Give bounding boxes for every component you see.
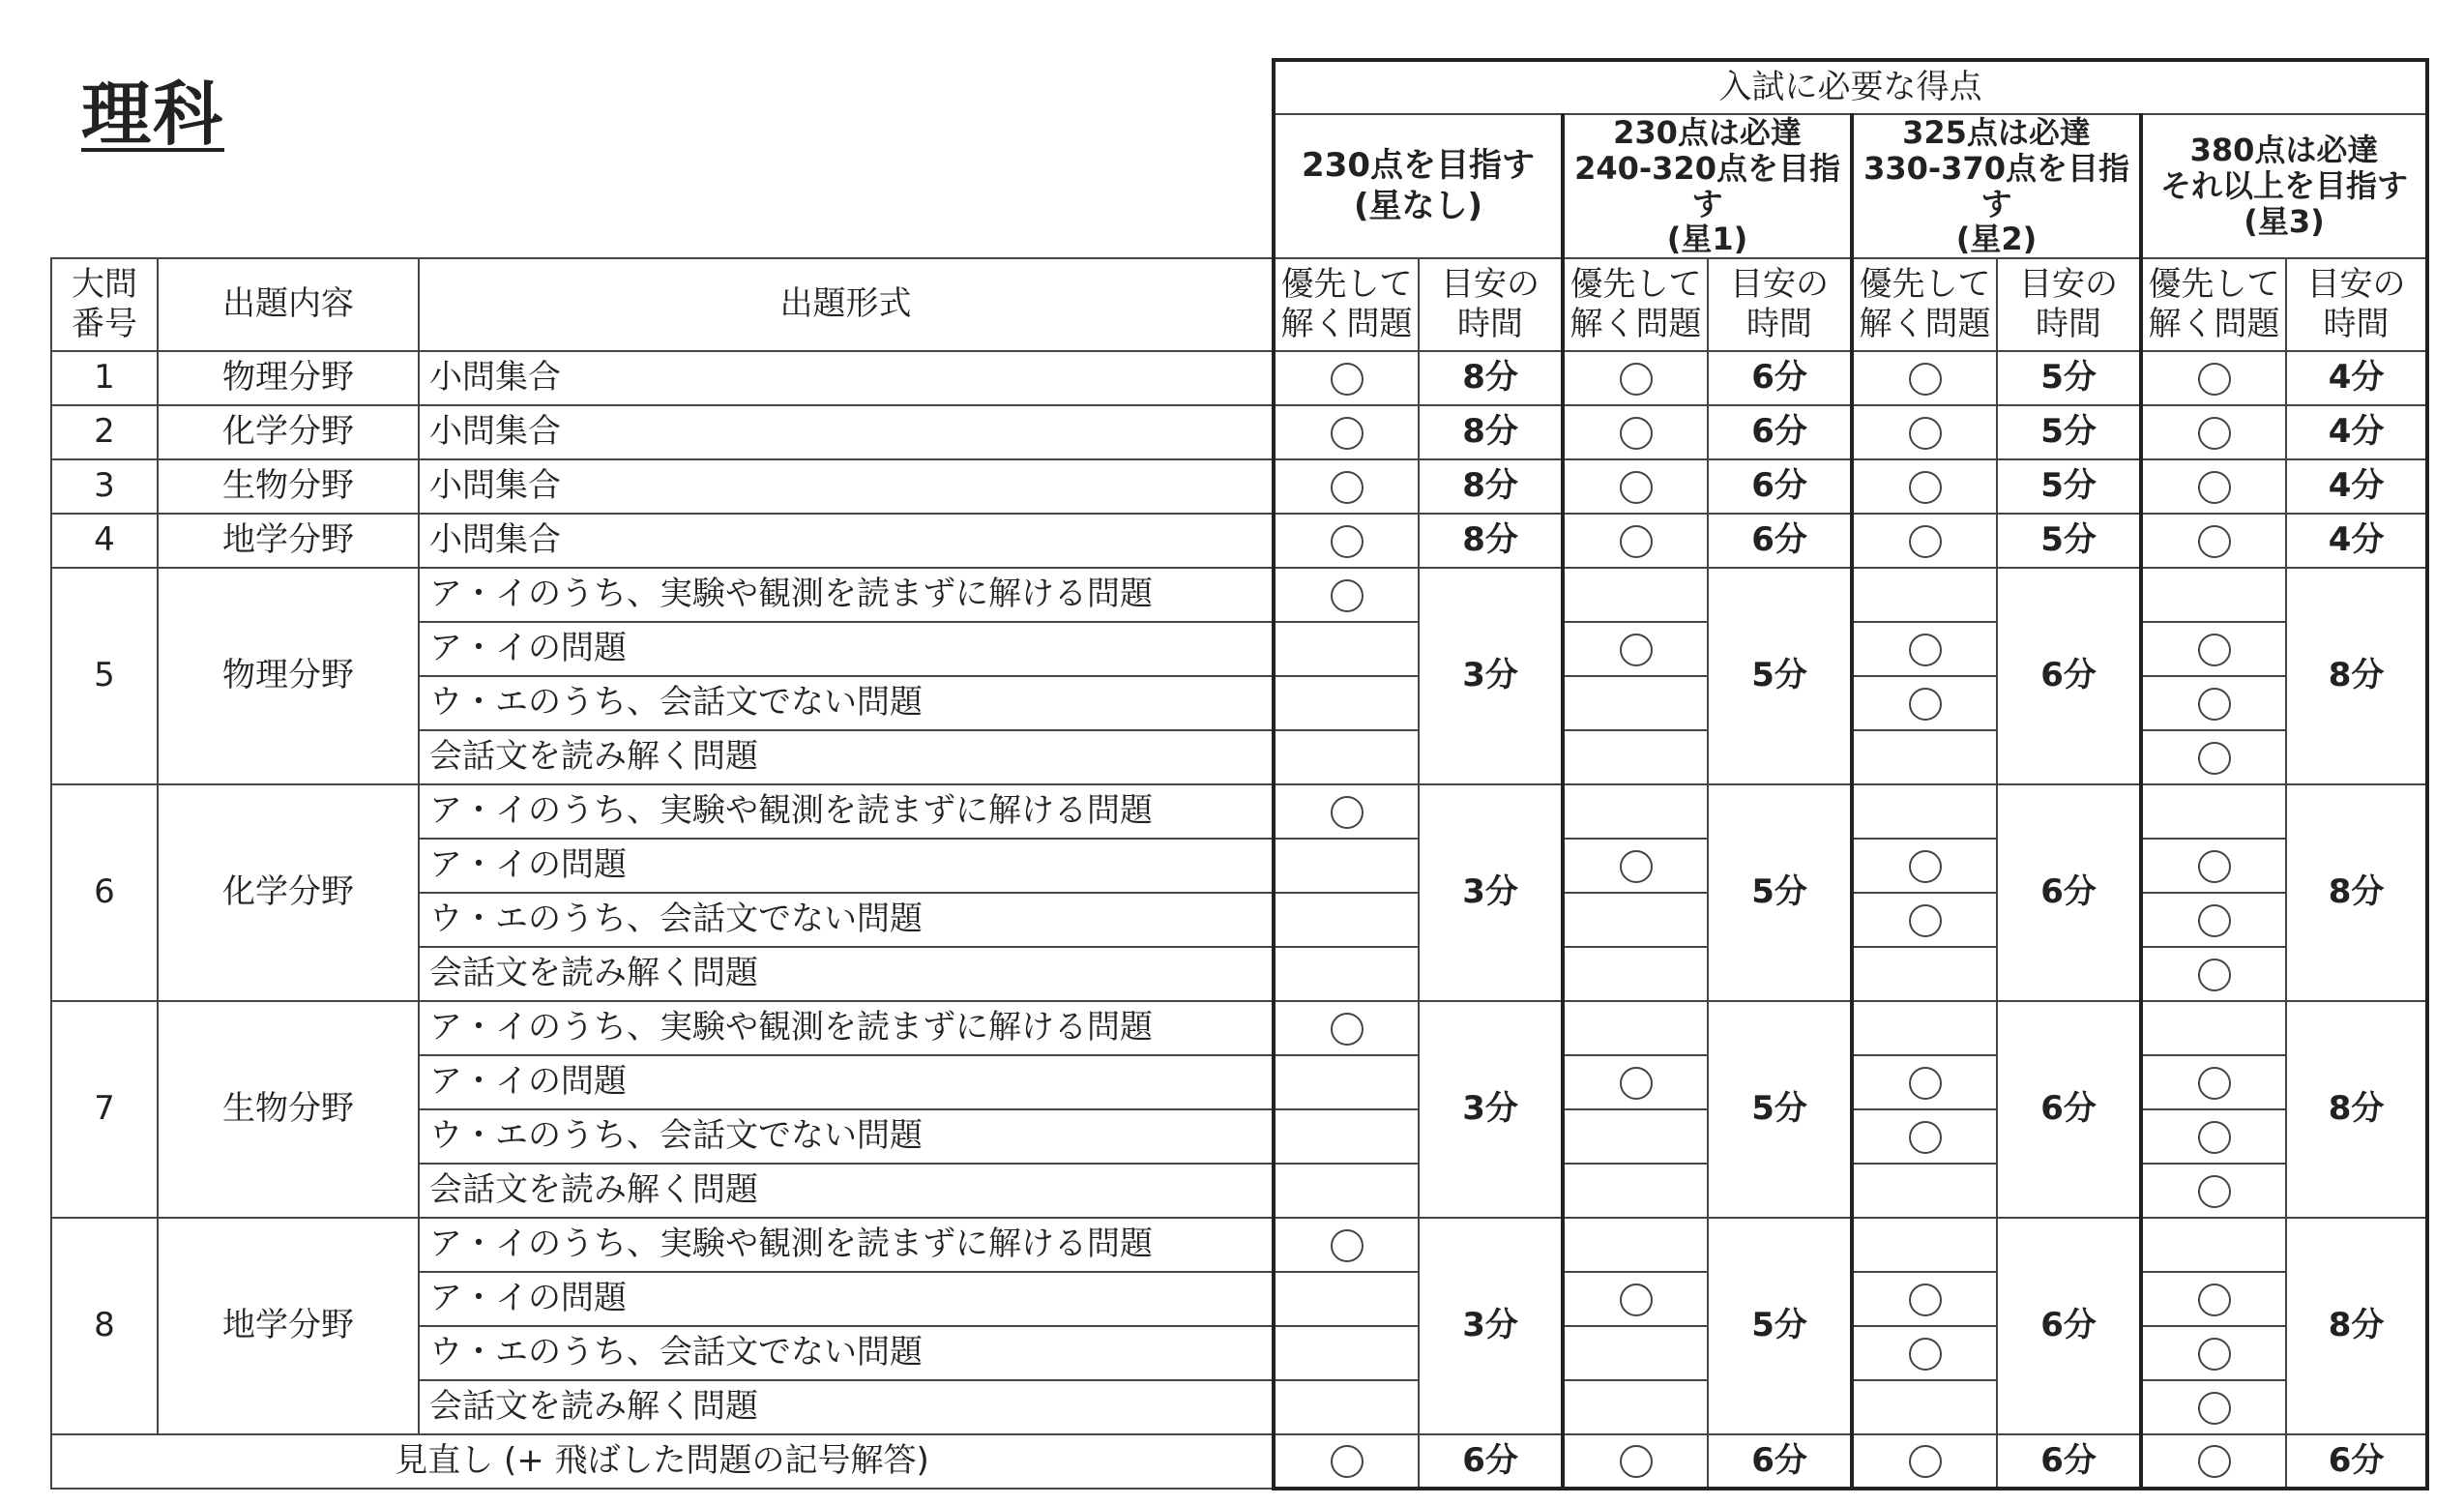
priority-circle-icon	[1620, 1445, 1653, 1478]
time-cell: 5分	[1708, 784, 1852, 1001]
priority-circle-icon	[1909, 1284, 1942, 1316]
question-format: ア・イの問題	[419, 1272, 1274, 1326]
priority-circle-icon	[1620, 1284, 1653, 1316]
question-format: 小問集合	[419, 351, 1274, 405]
priority-circle-icon	[2198, 959, 2231, 991]
time-cell: 5分	[1708, 1218, 1852, 1434]
priority-circle-icon	[2198, 1121, 2231, 1154]
review-label: 見直し (+ 飛ばした問題の記号解答)	[51, 1434, 1274, 1489]
question-format: ア・イの問題	[419, 839, 1274, 893]
priority-circle-icon	[2198, 634, 2231, 666]
priority-circle-icon	[2198, 1284, 2231, 1316]
priority-circle-icon	[1909, 850, 1942, 883]
question-number: 5	[51, 568, 158, 784]
time-cell: 8分	[1419, 351, 1563, 405]
question-number: 1	[51, 351, 158, 405]
question-format: 会話文を読み解く問題	[419, 947, 1274, 1001]
question-field: 化学分野	[158, 784, 419, 1001]
question-format: ア・イのうち、実験や観測を読まずに解ける問題	[419, 1001, 1274, 1055]
col-header-priority: 優先して 解く問題	[1563, 258, 1708, 351]
time-cell: 6分	[1708, 405, 1852, 459]
priority-circle-icon	[1909, 417, 1942, 450]
priority-circle-icon	[1331, 579, 1364, 612]
priority-circle-icon	[1620, 471, 1653, 504]
question-format: ウ・エのうち、会話文でない問題	[419, 893, 1274, 947]
question-number: 7	[51, 1001, 158, 1218]
time-cell: 6分	[1708, 514, 1852, 568]
priority-circle-icon	[1620, 417, 1653, 450]
time-cell: 6分	[1419, 1434, 1563, 1489]
col-header-time: 目安の 時間	[2286, 258, 2427, 351]
time-cell: 3分	[1419, 1001, 1563, 1218]
col-header-time: 目安の 時間	[1997, 258, 2141, 351]
time-cell: 4分	[2286, 514, 2427, 568]
col-header-time: 目安の 時間	[1708, 258, 1852, 351]
question-format: ア・イのうち、実験や観測を読まずに解ける問題	[419, 1218, 1274, 1272]
priority-circle-icon	[1620, 634, 1653, 666]
question-format: ア・イの問題	[419, 1055, 1274, 1109]
priority-circle-icon	[1620, 363, 1653, 396]
time-cell: 8分	[2286, 784, 2427, 1001]
col-header-priority: 優先して 解く問題	[1274, 258, 1419, 351]
priority-circle-icon	[1909, 1445, 1942, 1478]
time-cell: 6分	[1708, 351, 1852, 405]
col-header-format: 出題形式	[419, 258, 1274, 351]
time-cell: 5分	[1708, 1001, 1852, 1218]
question-format: 小問集合	[419, 405, 1274, 459]
priority-circle-icon	[2198, 1445, 2231, 1478]
time-cell: 6分	[1997, 1218, 2141, 1434]
table-row	[51, 1218, 2427, 1272]
question-field: 化学分野	[158, 405, 419, 459]
time-cell: 6分	[1997, 1434, 2141, 1489]
priority-circle-icon	[1331, 471, 1364, 504]
group-header: 入試に必要な得点	[1274, 60, 2427, 114]
table-row	[51, 459, 2427, 514]
question-format: ア・イの問題	[419, 622, 1274, 676]
target-header-1: 230点は必達 240-320点を目指す (星1)	[1563, 114, 1852, 258]
time-cell: 5分	[1997, 514, 2141, 568]
time-cell: 8分	[2286, 1218, 2427, 1434]
priority-circle-icon	[2198, 1175, 2231, 1208]
priority-circle-icon	[1909, 363, 1942, 396]
col-header-no: 大問 番号	[51, 258, 158, 351]
time-cell: 3分	[1419, 568, 1563, 784]
time-cell: 6分	[1997, 1001, 2141, 1218]
table-row	[51, 351, 2427, 405]
question-number: 2	[51, 405, 158, 459]
question-field: 生物分野	[158, 459, 419, 514]
priority-circle-icon	[2198, 417, 2231, 450]
priority-circle-icon	[1620, 525, 1653, 558]
time-cell: 5分	[1997, 405, 2141, 459]
priority-circle-icon	[2198, 688, 2231, 721]
time-cell: 6分	[1708, 459, 1852, 514]
time-cell: 8分	[1419, 459, 1563, 514]
question-format: ウ・エのうち、会話文でない問題	[419, 1109, 1274, 1164]
question-field: 物理分野	[158, 568, 419, 784]
question-format: 会話文を読み解く問題	[419, 730, 1274, 784]
question-format: ア・イのうち、実験や観測を読まずに解ける問題	[419, 784, 1274, 839]
question-field: 地学分野	[158, 1218, 419, 1434]
question-number: 4	[51, 514, 158, 568]
col-header-time: 目安の 時間	[1419, 258, 1563, 351]
priority-circle-icon	[1909, 525, 1942, 558]
time-cell: 4分	[2286, 459, 2427, 514]
priority-circle-icon	[1909, 1121, 1942, 1154]
priority-circle-icon	[1331, 1445, 1364, 1478]
priority-circle-icon	[1909, 471, 1942, 504]
priority-circle-icon	[1909, 688, 1942, 721]
time-cell: 8分	[1419, 514, 1563, 568]
question-format: ウ・エのうち、会話文でない問題	[419, 1326, 1274, 1380]
priority-circle-icon	[1909, 904, 1942, 937]
priority-circle-icon	[1331, 1013, 1364, 1046]
table-row	[51, 514, 2427, 568]
priority-circle-icon	[1909, 1338, 1942, 1371]
priority-circle-icon	[2198, 904, 2231, 937]
priority-circle-icon	[2198, 525, 2231, 558]
question-format: 小問集合	[419, 514, 1274, 568]
time-cell: 4分	[2286, 351, 2427, 405]
time-cell: 3分	[1419, 1218, 1563, 1434]
time-cell: 4分	[2286, 405, 2427, 459]
priority-circle-icon	[2198, 1392, 2231, 1425]
target-header-2: 325点は必達 330-370点を目指す (星2)	[1852, 114, 2141, 258]
question-field: 生物分野	[158, 1001, 419, 1218]
science-time-table	[50, 58, 2429, 1490]
time-cell: 6分	[1997, 784, 2141, 1001]
priority-circle-icon	[1331, 363, 1364, 396]
table-row	[51, 1001, 2427, 1055]
time-cell: 3分	[1419, 784, 1563, 1001]
question-format: 小問集合	[419, 459, 1274, 514]
question-format: 会話文を読み解く問題	[419, 1380, 1274, 1434]
priority-circle-icon	[2198, 850, 2231, 883]
col-header-priority: 優先して 解く問題	[2141, 258, 2286, 351]
priority-circle-icon	[2198, 363, 2231, 396]
priority-circle-icon	[2198, 1067, 2231, 1100]
table-row	[51, 568, 2427, 622]
priority-circle-icon	[2198, 1338, 2231, 1371]
col-header-priority: 優先して 解く問題	[1852, 258, 1997, 351]
time-cell: 6分	[1708, 1434, 1852, 1489]
priority-circle-icon	[1331, 417, 1364, 450]
time-cell: 8分	[2286, 568, 2427, 784]
time-cell: 6分	[2286, 1434, 2427, 1489]
table-row	[51, 405, 2427, 459]
priority-circle-icon	[1331, 525, 1364, 558]
time-cell: 8分	[2286, 1001, 2427, 1218]
table-row	[51, 784, 2427, 839]
time-cell: 5分	[1997, 351, 2141, 405]
priority-circle-icon	[1909, 1067, 1942, 1100]
time-cell: 5分	[1997, 459, 2141, 514]
priority-circle-icon	[2198, 471, 2231, 504]
question-format: 会話文を読み解く問題	[419, 1164, 1274, 1218]
priority-circle-icon	[1331, 1229, 1364, 1262]
priority-circle-icon	[1620, 850, 1653, 883]
question-format: ウ・エのうち、会話文でない問題	[419, 676, 1274, 730]
question-format: ア・イのうち、実験や観測を読まずに解ける問題	[419, 568, 1274, 622]
time-cell: 8分	[1419, 405, 1563, 459]
question-number: 6	[51, 784, 158, 1001]
time-cell: 6分	[1997, 568, 2141, 784]
time-cell: 5分	[1708, 568, 1852, 784]
priority-circle-icon	[2198, 742, 2231, 775]
priority-circle-icon	[1331, 796, 1364, 829]
target-header-0: 230点を目指す (星なし)	[1274, 114, 1563, 258]
question-number: 8	[51, 1218, 158, 1434]
priority-circle-icon	[1909, 634, 1942, 666]
col-header-content: 出題内容	[158, 258, 419, 351]
question-number: 3	[51, 459, 158, 514]
question-field: 物理分野	[158, 351, 419, 405]
question-field: 地学分野	[158, 514, 419, 568]
target-header-3: 380点は必達 それ以上を目指す (星3)	[2141, 114, 2427, 258]
table-row	[51, 1434, 2427, 1489]
priority-circle-icon	[1620, 1067, 1653, 1100]
page-title: 理科	[81, 74, 225, 155]
